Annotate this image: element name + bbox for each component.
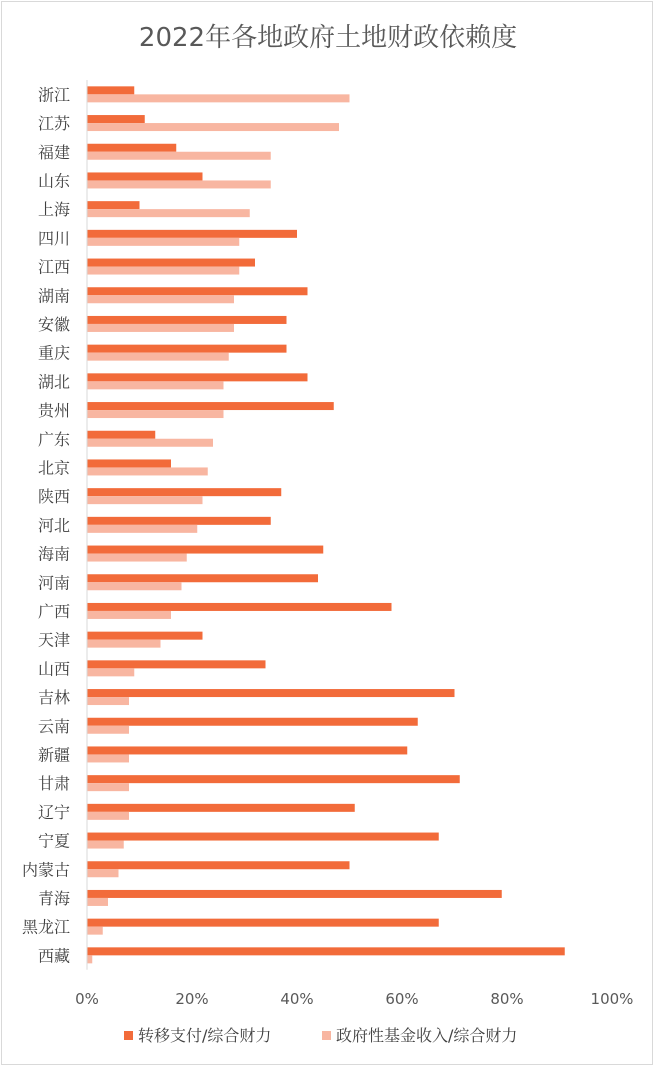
category-label: 北京: [37, 458, 70, 478]
bar-transfer: [87, 861, 350, 869]
bar-transfer: [87, 316, 287, 324]
bar-transfer: [87, 603, 392, 611]
legend-label-transfer: 转移支付/综合财力: [138, 1026, 272, 1045]
bar-fund: [87, 869, 119, 877]
category-label: 上海: [37, 200, 70, 220]
bar-fund: [87, 812, 129, 820]
bar-transfer: [87, 746, 407, 754]
bar-fund: [87, 611, 171, 619]
category-label: 西藏: [37, 946, 70, 966]
category-label: 广西: [37, 601, 70, 621]
bar-fund: [87, 955, 92, 963]
bar-fund: [87, 467, 208, 475]
bar-fund: [87, 410, 224, 418]
bar-fund: [87, 668, 134, 676]
bar-transfer: [87, 718, 418, 726]
category-label: 辽宁: [37, 802, 70, 822]
bar-transfer: [87, 632, 203, 640]
chart-title: 2022年各地政府土地财政依赖度: [138, 23, 518, 53]
category-label: 山东: [37, 171, 70, 191]
bar-fund: [87, 554, 187, 562]
x-tick-label: 0%: [75, 990, 99, 1008]
bar-transfer: [87, 517, 271, 525]
category-label: 天津: [37, 630, 70, 650]
bar-fund: [87, 697, 129, 705]
bar-transfer: [87, 172, 203, 180]
bar-transfer: [87, 115, 145, 123]
bar-transfer: [87, 947, 565, 955]
bar-fund: [87, 927, 103, 935]
bar-transfer: [87, 574, 318, 582]
bar-transfer: [87, 689, 455, 697]
bar-transfer: [87, 775, 460, 783]
category-label: 贵州: [37, 401, 70, 421]
category-label: 湖北: [37, 372, 70, 392]
bar-transfer: [87, 201, 140, 209]
bar-transfer: [87, 804, 355, 812]
category-labels: [22, 85, 71, 965]
bar-transfer: [87, 345, 287, 353]
x-tick-label: 40%: [280, 990, 314, 1008]
category-label: 广东: [37, 429, 70, 449]
x-tick-label: 80%: [490, 990, 524, 1008]
category-label: 吉林: [37, 688, 70, 708]
category-label: 云南: [37, 716, 70, 736]
bar-fund: [87, 582, 182, 590]
bar-fund: [87, 381, 224, 389]
bar-fund: [87, 295, 234, 303]
bar-transfer: [87, 287, 308, 295]
bar-transfer: [87, 230, 297, 238]
category-label: 河北: [37, 515, 70, 535]
category-label: 浙江: [37, 85, 70, 105]
legend: [124, 1026, 517, 1045]
category-label: 新疆: [37, 745, 70, 765]
bar-fund: [87, 209, 250, 217]
category-label: 山西: [37, 659, 70, 679]
category-label: 四川: [37, 228, 70, 248]
x-tick-label: 20%: [175, 990, 209, 1008]
x-tick-label: 60%: [385, 990, 419, 1008]
category-label: 河南: [37, 573, 70, 593]
bar-transfer: [87, 833, 439, 841]
bar-fund: [87, 353, 229, 361]
bar-fund: [87, 324, 234, 332]
category-label: 湖南: [37, 286, 70, 306]
bar-transfer: [87, 431, 155, 439]
category-label: 青海: [37, 888, 70, 908]
x-axis-ticks: [75, 990, 633, 1008]
bar-transfer: [87, 402, 334, 410]
bar-fund: [87, 94, 350, 102]
category-label: 海南: [37, 544, 70, 564]
bar-fund: [87, 238, 239, 246]
category-label: 宁夏: [37, 831, 70, 851]
bar-fund: [87, 525, 197, 533]
legend-swatch-transfer: [124, 1031, 133, 1040]
bar-transfer: [87, 459, 171, 467]
bar-transfer: [87, 546, 323, 554]
category-label: 陕西: [37, 487, 70, 507]
bar-fund: [87, 841, 124, 849]
bar-fund: [87, 754, 129, 762]
category-label: 安徽: [37, 314, 70, 334]
bar-fund: [87, 267, 239, 275]
bar-fund: [87, 640, 161, 648]
bar-transfer: [87, 660, 266, 668]
legend-label-fund: 政府性基金收入/综合财力: [336, 1026, 518, 1045]
bar-transfer: [87, 144, 176, 152]
bar-transfer: [87, 919, 439, 927]
category-label: 重庆: [37, 343, 70, 363]
bar-transfer: [87, 373, 308, 381]
bar-transfer: [87, 86, 134, 94]
bar-fund: [87, 152, 271, 160]
legend-swatch-fund: [322, 1031, 331, 1040]
bar-fund: [87, 439, 213, 447]
category-label: 江苏: [37, 114, 70, 134]
bar-fund: [87, 123, 339, 131]
category-label: 甘肃: [37, 774, 70, 794]
bar-fund: [87, 898, 108, 906]
bar-transfer: [87, 259, 255, 267]
bar-fund: [87, 180, 271, 188]
category-label: 江西: [37, 257, 70, 277]
category-label: 黑龙江: [21, 917, 70, 937]
category-label: 内蒙古: [21, 860, 70, 880]
bars-group: [87, 86, 565, 963]
bar-transfer: [87, 890, 502, 898]
x-tick-label: 100%: [590, 990, 634, 1008]
bar-fund: [87, 726, 129, 734]
category-label: 福建: [37, 142, 70, 162]
bar-transfer: [87, 488, 281, 496]
bar-fund: [87, 496, 203, 504]
bar-fund: [87, 783, 129, 791]
